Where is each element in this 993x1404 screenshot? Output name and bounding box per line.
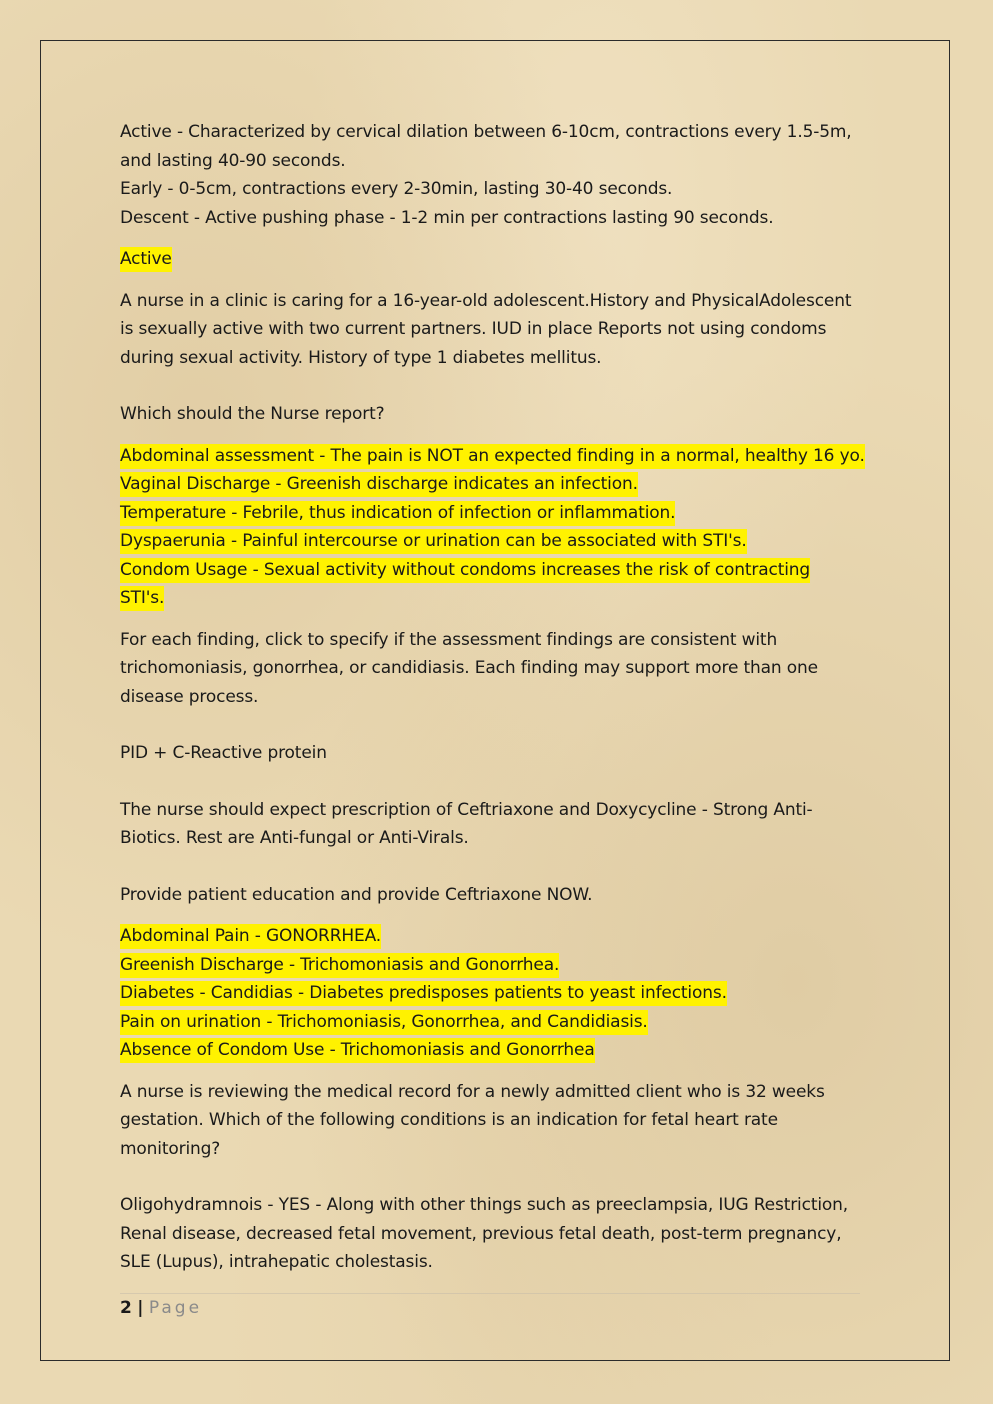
labor-stage-active-line-cont: and lasting 40-90 seconds. <box>120 150 346 171</box>
instruction-paragraph <box>120 626 875 910</box>
fetal-question-line: A nurse is reviewing the medical record for a newly admitted client who is 32 weeks <box>120 1081 825 1102</box>
blank-line <box>120 853 875 881</box>
fetal-answer-line: Renal disease, decreased fetal movement, previous fetal death, post-term pregnancy, <box>120 1223 842 1244</box>
report-answers-list <box>120 442 875 613</box>
instruction-line: disease process. <box>120 686 259 707</box>
finding-answer-highlight: Greenish Discharge - Trichomoniasis and Gonorrhea. <box>120 953 559 978</box>
report-answer-item <box>120 584 875 613</box>
report-answer-item <box>120 442 875 471</box>
page-label: Page <box>148 1298 203 1318</box>
report-question: Which should the Nurse report? <box>120 404 385 424</box>
finding-answer-highlight: Diabetes - Candidias - Diabetes predisposes patients to yeast infections. <box>120 981 727 1006</box>
pid-note: PID + C-Reactive protein <box>120 743 327 763</box>
finding-answer-highlight: Abdominal Pain - GONORRHEA. <box>120 924 381 949</box>
instruction-line: For each finding, click to specify if the assessment findings are consistent with <box>120 629 778 650</box>
fetal-question-line: gestation. Which of the following conditions is an indication for fetal heart rate <box>120 1110 778 1130</box>
prescription-line: The nurse should expect prescription of Ceftriaxone and Doxycycline - Strong Anti- <box>120 799 813 820</box>
report-answer-item <box>120 556 875 585</box>
document-body <box>120 118 875 1290</box>
finding-answer-item <box>120 922 875 951</box>
prescription-line: Biotics. Rest are Anti-fungal or Anti-Virals. <box>120 828 469 848</box>
finding-answer-highlight: Pain on urination - Trichomoniasis, Gonorrhea, and Candidiasis. <box>120 1010 648 1035</box>
blank-line <box>120 768 875 796</box>
finding-answers-list <box>120 922 875 1065</box>
finding-answer-item <box>120 1036 875 1065</box>
scenario-line: during sexual activity. History of type 1 diabetes mellitus. <box>120 347 602 368</box>
stage-answer-highlight: Active <box>120 247 172 272</box>
report-answer-highlight: Temperature - Febrile, thus indication of infection or inflammation. <box>120 501 675 526</box>
stage-answer-paragraph <box>120 245 875 274</box>
report-answer-item <box>120 499 875 528</box>
page-separator: | <box>137 1298 144 1318</box>
labor-stage-descent-line: Descent - Active pushing phase - 1-2 min per contractions lasting 90 seconds. <box>120 207 774 228</box>
report-answer-highlight: Abdominal assessment - The pain is NOT an expected finding in a normal, healthy 16 yo. <box>120 444 865 469</box>
labor-stage-early-line: Early - 0-5cm, contractions every 2-30min, lasting 30-40 seconds. <box>120 179 673 199</box>
report-answer-highlight: STI's. <box>120 586 164 611</box>
report-answer-item <box>120 470 875 499</box>
blank-line <box>120 711 875 739</box>
blank-line <box>120 372 875 400</box>
page-footer <box>120 1293 860 1320</box>
fetal-answer-line: Oligohydramnois - YES - Along with other things such as preeclampsia, IUG Restriction, <box>120 1195 849 1215</box>
fetal-monitoring-paragraph <box>120 1078 875 1277</box>
labor-stage-active-line: Active - Characterized by cervical dilation between 6-10cm, contractions every 1.5-5m, <box>120 122 852 142</box>
scenario-paragraph <box>120 287 875 429</box>
fetal-question-line: monitoring? <box>120 1138 221 1159</box>
finding-answer-item <box>120 1008 875 1037</box>
labor-stages-paragraph <box>120 118 875 232</box>
fetal-answer-line: SLE (Lupus), intrahepatic cholestasis. <box>120 1252 433 1272</box>
instruction-line: trichomoniasis, gonorrhea, or candidiasis. Each finding may support more than one <box>120 658 818 678</box>
education-note: Provide patient education and provide Ceftriaxone NOW. <box>120 884 593 905</box>
report-answer-highlight: Vaginal Discharge - Greenish discharge indicates an infection. <box>120 472 638 497</box>
report-answer-highlight: Condom Usage - Sexual activity without condoms increases the risk of contracting <box>120 558 810 583</box>
page-number: 2 <box>120 1298 132 1318</box>
finding-answer-item <box>120 951 875 980</box>
finding-answer-item <box>120 979 875 1008</box>
scenario-line: A nurse in a clinic is caring for a 16-year-old adolescent.History and PhysicalAdolescent <box>120 290 852 311</box>
report-answer-highlight: Dyspaerunia - Painful intercourse or urination can be associated with STI's. <box>120 529 747 554</box>
scenario-line: is sexually active with two current partners. IUD in place Reports not using condoms <box>120 319 827 339</box>
report-answer-item <box>120 527 875 556</box>
finding-answer-highlight: Absence of Condom Use - Trichomoniasis and Gonorrhea <box>120 1038 595 1063</box>
blank-line <box>120 1163 875 1191</box>
